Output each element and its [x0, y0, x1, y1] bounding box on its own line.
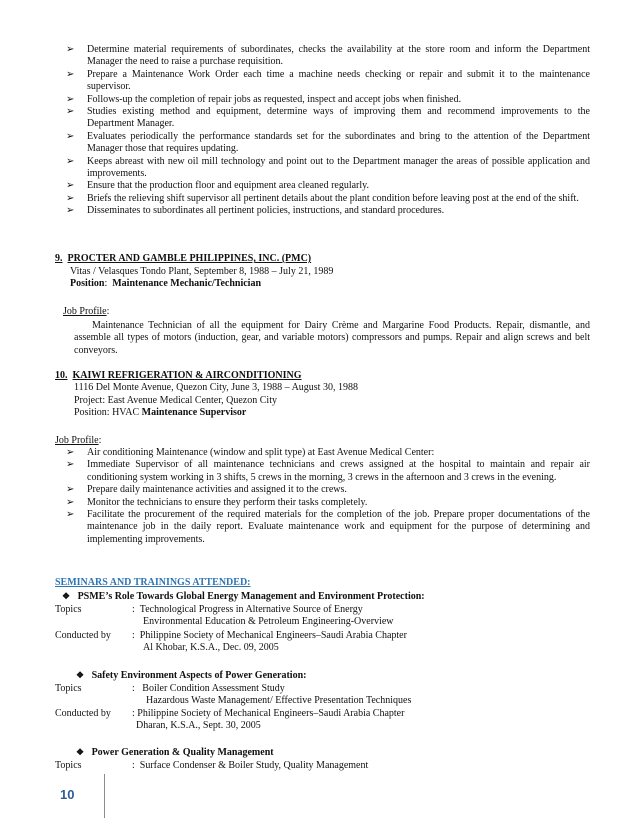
arrow-bullet-icon: ➢ — [66, 447, 75, 458]
conducted-value: Dharan, K.S.A., Sept. 30, 2005 — [136, 720, 261, 731]
seminars-heading: SEMINARS AND TRAININGS ATTENDED: — [55, 577, 251, 588]
list-item: ➢ Studies existing method and equipment, determine ways of improving them and recommend improvements to the Department Manager. — [66, 106, 590, 130]
arrow-bullet-icon: ➢ — [66, 68, 75, 80]
page-number: 10 — [60, 787, 75, 802]
pg-job-profile-label: Job Profile: — [63, 306, 110, 317]
list-item: ➢ Ensure that the production floor and equipment area cleaned regularly. — [66, 180, 370, 192]
conducted-label: Conducted by — [55, 708, 111, 719]
seminar-title: ❖ PSME’s Role Towards Global Energy Management and Environment Protection: — [62, 591, 425, 602]
kaiwi-job-profile-label: Job Profile: — [55, 435, 102, 446]
arrow-bullet-icon: ➢ — [66, 44, 75, 55]
topics-value: Hazardous Waste Management/ Effective Presentation Techniques — [146, 695, 412, 706]
kaiwi-heading: 10. KAIWI REFRIGERATION & AIRCONDITIONING — [55, 370, 302, 381]
pg-company: PROCTER AND GAMBLE PHILIPPINES, INC. (PMC) — [67, 253, 312, 264]
list-item: ➢ Follows-up the completion of repair jobs as requested, inspect and accept jobs when finished. — [66, 93, 462, 105]
diamond-bullet-icon: ❖ — [76, 670, 85, 680]
list-item: ➢ Disseminates to subordinates all pertinent policies, instructions, and standard procedures. — [66, 205, 445, 217]
list-item: ➢ Facilitate the procurement of the required materials for the completion of the job. Prepare proper documentations of the maintenance job in the daily report. Evaluate maintenance work and equipment for the purpose of determining and implementing improvements. — [66, 509, 590, 545]
responsibilities-list — [60, 44, 590, 218]
topics-label: Topics — [55, 604, 82, 615]
pg-position: Position: Maintenance Mechanic/Technician — [70, 278, 262, 289]
pg-location: Vitas / Velasques Tondo Plant, September 8, 1988 – July 21, 1989 — [70, 266, 334, 277]
arrow-bullet-icon: ➢ — [66, 484, 75, 496]
arrow-bullet-icon: ➢ — [66, 496, 75, 508]
list-item: ➢ Determine material requirements of subordinates, checks the availability at the store room and inform the Department Manager the need to raise a purchase requisition. — [66, 44, 590, 68]
topics-label: Topics — [55, 760, 82, 771]
arrow-bullet-icon: ➢ — [66, 459, 75, 471]
kaiwi-address: 1116 Del Monte Avenue, Quezon City, June 3, 1988 – August 30, 1988 — [74, 382, 358, 393]
list-item: ➢ Monitor the technicians to ensure they perform their tasks completely. — [66, 496, 368, 508]
topics-label: Topics — [55, 683, 82, 694]
conducted-label: Conducted by — [55, 630, 111, 641]
list-item: ➢ Prepare a Maintenance Work Order each time a machine needs checking or repair and submit it to the maintenance supervisor. — [66, 68, 590, 93]
arrow-bullet-icon: ➢ — [66, 93, 75, 105]
topics-value: Environmental Education & Petroleum Engineering-Overview — [143, 616, 394, 627]
list-item: ➢ Prepare daily maintenance activities and assigned it to the crews. — [66, 484, 347, 496]
arrow-bullet-icon: ➢ — [66, 205, 75, 217]
arrow-bullet-icon: ➢ — [66, 192, 75, 204]
diamond-bullet-icon: ❖ — [76, 747, 85, 757]
topics-value: : Boiler Condition Assessment Study — [132, 683, 285, 694]
pg-job-profile-text: Maintenance Technician of all the equipment for Dairy Crème and Margarine Food Products. Repair, dismantle, and assemble all types of motors (induction, gear, and variable motors) compressors and pumps. Repair and align screws and belt conveyors. — [74, 320, 590, 356]
list-item: ➢ Immediate Supervisor of all maintenance technicians and crews assigned at the hospital to maintain and repair air conditioning system working in 3 shifts, 5 crews in the morning, 3 crews in the afternoon and 3 crews in the evening. — [66, 459, 590, 483]
conducted-value: : Philippine Society of Mechanical Engineers–Saudi Arabia Chapter — [132, 708, 405, 719]
pg-number: 9. — [55, 253, 63, 264]
arrow-bullet-icon: ➢ — [66, 155, 75, 167]
kaiwi-project: Project: East Avenue Medical Center, Quezon City — [74, 395, 277, 406]
conducted-value: Al Khobar, K.S.A., Dec. 09, 2005 — [143, 642, 279, 653]
seminar-title: ❖ Power Generation & Quality Management — [76, 747, 274, 758]
kaiwi-duties-list — [60, 447, 590, 546]
list-item: ➢ Keeps abreast with new oil mill technology and point out to the Department manager the areas of possible application and improvements. — [66, 155, 590, 180]
list-item: ➢ Air conditioning Maintenance (window and split type) at East Avenue Medical Center: — [66, 447, 435, 458]
conducted-value: : Philippine Society of Mechanical Engineers–Saudi Arabia Chapter — [132, 630, 407, 641]
arrow-bullet-icon: ➢ — [66, 106, 75, 118]
footer-divider — [104, 774, 105, 818]
diamond-bullet-icon: ❖ — [62, 591, 71, 601]
topics-value: : Surface Condenser & Boiler Study, Quality Management — [132, 760, 369, 771]
seminar-title: ❖ Safety Environment Aspects of Power Generation: — [76, 670, 307, 681]
list-item: ➢ Evaluates periodically the performance standards set for the subordinates and bring to the attention of the Department Manager those that requires updating. — [66, 130, 590, 155]
list-item: ➢ Briefs the relieving shift supervisor all pertinent details about the plant condition before leaving post at the end of the shift. — [66, 192, 579, 204]
arrow-bullet-icon: ➢ — [66, 130, 75, 142]
arrow-bullet-icon: ➢ — [66, 180, 75, 192]
arrow-bullet-icon: ➢ — [66, 509, 75, 521]
pg-heading — [55, 253, 311, 265]
kaiwi-position: Position: HVAC Maintenance Supervisor — [74, 407, 247, 418]
topics-value: : Technological Progress in Alternative Source of Energy — [132, 604, 363, 615]
